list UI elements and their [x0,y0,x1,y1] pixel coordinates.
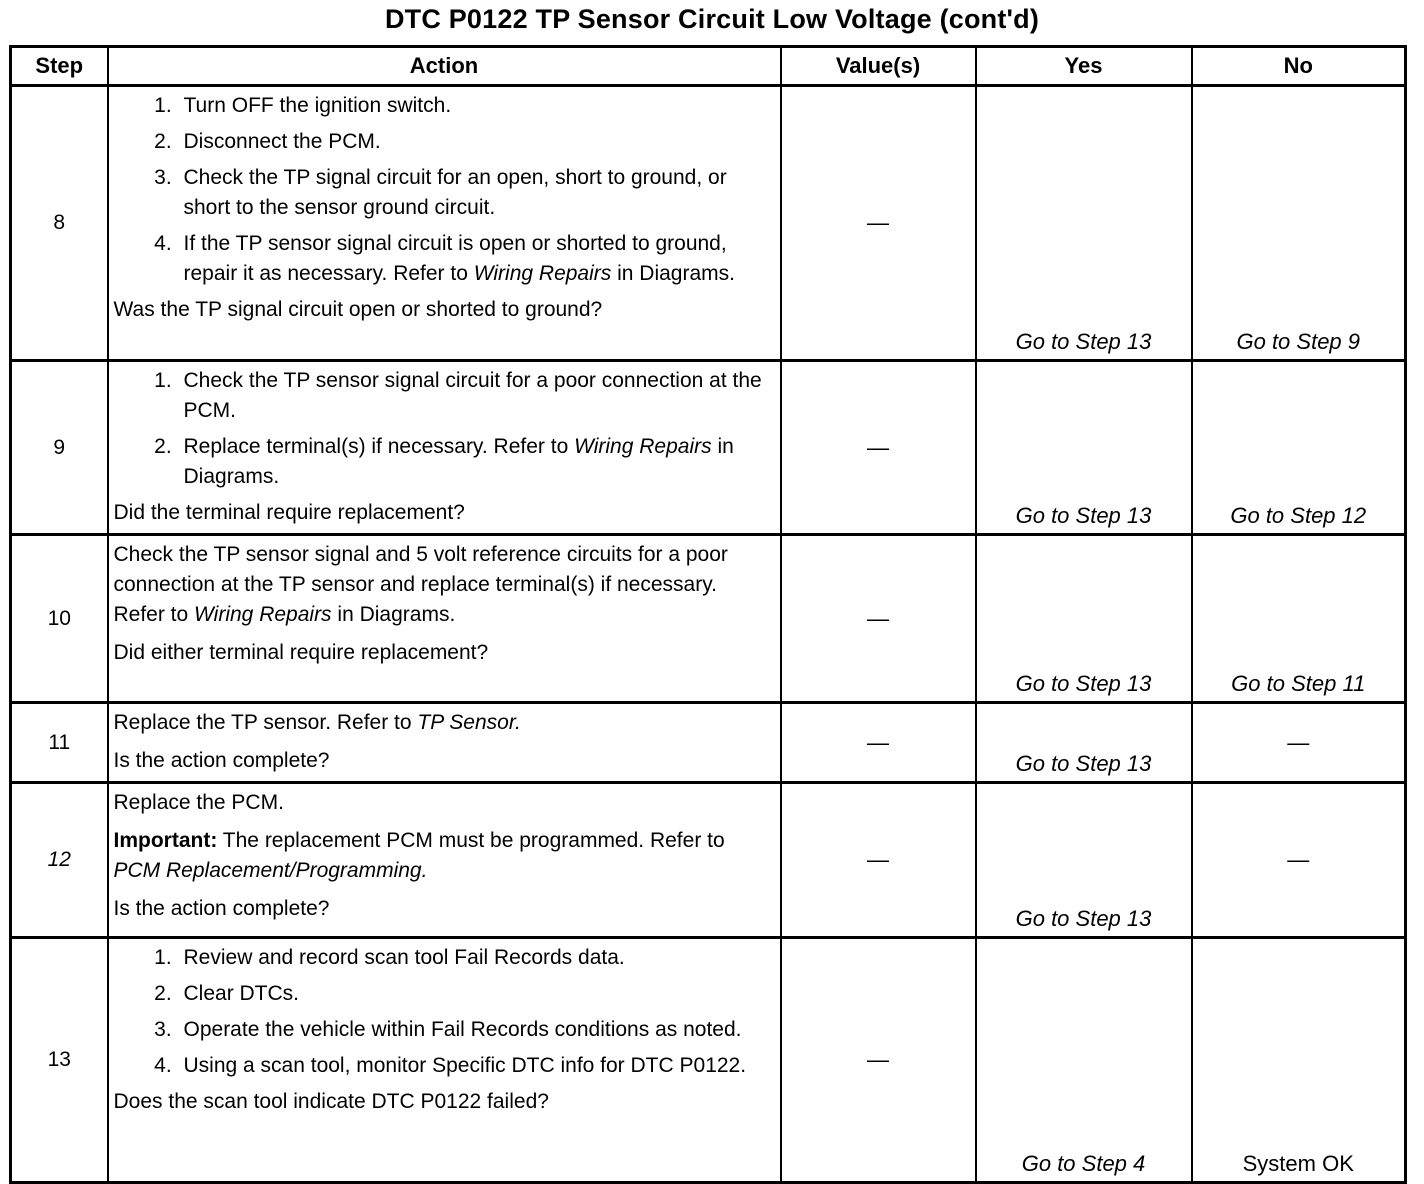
action-text: Replace the PCM. [113,791,284,814]
step-number: 11 [11,703,108,783]
page-title: DTC P0122 TP Sensor Circuit Low Voltage (cont'd) [384,4,1040,34]
item-text: Replace terminal(s) if necessary. Refer to [183,435,569,458]
list-item: 1. Turn OFF the ignition switch. [178,91,774,121]
important-label: Important: [113,829,218,852]
action-cell [108,703,781,783]
list-item: 1. Check the TP sensor signal circuit for a poor connection at the PCM. [178,366,774,426]
no-cell: System OK [1192,938,1406,1183]
no-cell: Go to Step 9 [1192,86,1406,361]
step-number: 13 [11,938,108,1183]
yes-cell: Go to Step 13 [976,361,1192,535]
question-text: Does the scan tool indicate DTC P0122 failed? [113,1090,549,1113]
yes-cell: Go to Step 13 [976,535,1192,703]
step-number: 8 [11,86,108,361]
action-list [114,366,774,492]
question-text: Is the action complete? [113,897,330,920]
item-text: in Diagrams. [183,435,734,488]
table-row [11,86,1406,361]
reference-link: Wiring Repairs [473,262,612,285]
yes-cell: Go to Step 13 [976,783,1192,938]
action-cell [108,361,781,535]
header-action: Action [108,47,781,86]
action-text-part: in Diagrams. [337,603,456,626]
action-list [114,943,774,1081]
question-text: Did the terminal require replacement? [113,501,465,524]
header-no: No [1192,47,1406,86]
list-item: 2. Clear DTCs. [178,979,774,1009]
no-cell: — [1192,783,1406,938]
action-list [114,91,774,289]
header-row [11,47,1406,86]
list-item [178,432,774,492]
header-yes: Yes [976,47,1192,86]
reference-link: Wiring Repairs [574,435,712,458]
item-text: in Diagrams. [617,262,735,285]
no-cell: Go to Step 11 [1192,535,1406,703]
action-cell [108,938,781,1183]
value-cell: — [781,361,976,535]
list-item: 3. Check the TP signal circuit for an open, short to ground, or short to the sensor ground circuit. [178,163,774,223]
question-text: Did either terminal require replacement? [113,641,489,664]
action-cell [108,535,781,703]
question-text: Was the TP signal circuit open or shorted to ground? [113,298,603,321]
no-cell: Go to Step 12 [1192,361,1406,535]
table-row [11,535,1406,703]
step-number: 12 [11,783,108,938]
value-cell: — [781,938,976,1183]
action-cell [108,86,781,361]
reference-link: PCM Replacement/Programming. [113,859,428,882]
table-row [11,938,1406,1183]
value-cell: — [781,783,976,938]
yes-cell: Go to Step 13 [976,86,1192,361]
action-text [114,708,774,738]
list-item: 1. Review and record scan tool Fail Records data. [178,943,774,973]
table-row [11,783,1406,938]
list-item: 3. Operate the vehicle within Fail Records conditions as noted. [178,1015,774,1045]
list-item [178,229,774,289]
action-text [114,540,774,630]
item-text: If the TP sensor signal circuit is open or shorted to ground, repair it as necessary. Refer to [183,232,727,285]
header-values: Value(s) [781,47,976,86]
no-cell: — [1192,703,1406,783]
value-cell: — [781,535,976,703]
reference-link: Wiring Repairs [194,603,332,626]
value-cell: — [781,703,976,783]
action-text-part: Replace the TP sensor. Refer to [113,711,412,734]
action-text-part: Check the TP sensor signal and 5 volt reference circuits for a poor connection at the TP sensor and replace terminal(s) if necessary. Refer to [113,543,728,626]
question-text: Is the action complete? [113,749,330,772]
table-row [11,361,1406,535]
list-item: 2. Disconnect the PCM. [178,127,774,157]
diagnostic-table [9,45,1407,1184]
important-text: The replacement PCM must be programmed. Refer to [222,829,725,852]
important-note [114,826,774,886]
value-cell: — [781,86,976,361]
yes-cell: Go to Step 13 [976,703,1192,783]
table-row [11,703,1406,783]
action-cell [108,783,781,938]
reference-link: TP Sensor. [417,711,521,734]
yes-cell: Go to Step 4 [976,938,1192,1183]
header-step: Step [11,47,108,86]
list-item: 4. Using a scan tool, monitor Specific DTC info for DTC P0122. [178,1051,774,1081]
step-number: 9 [11,361,108,535]
step-number: 10 [11,535,108,703]
